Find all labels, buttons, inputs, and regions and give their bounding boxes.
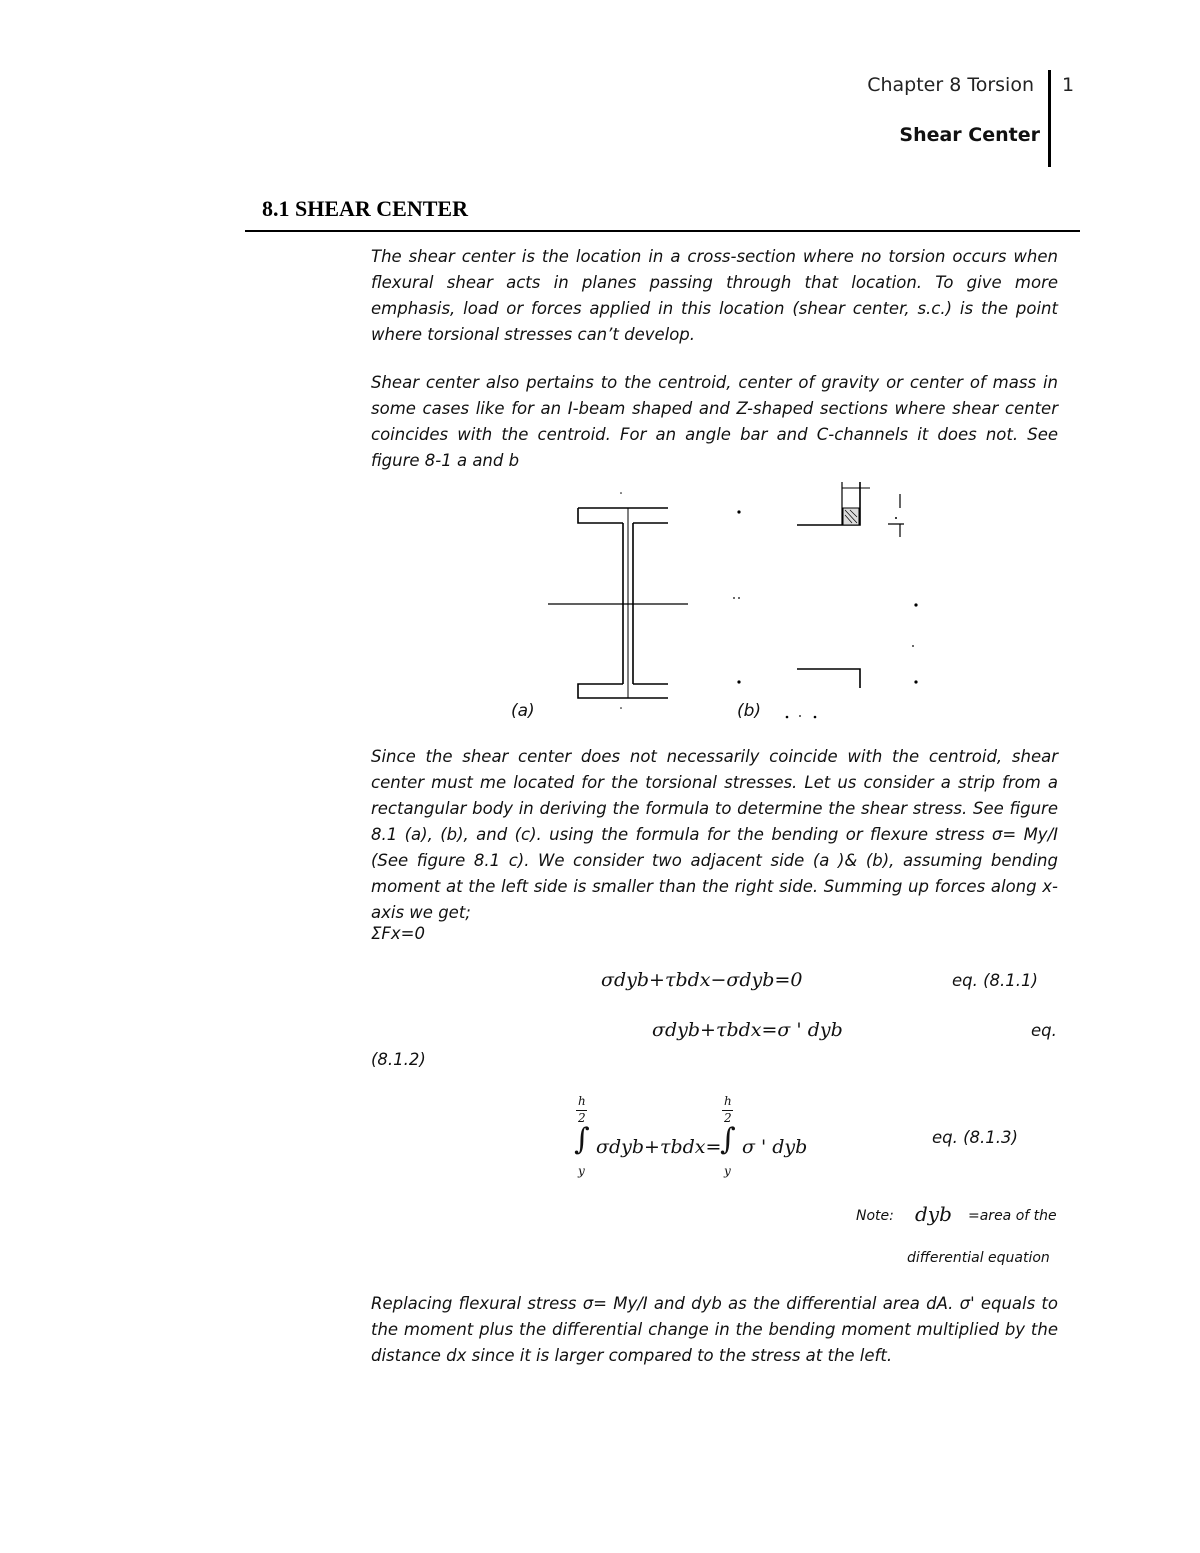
equation-8-1-1: σdyb+τbdx−σdyb=0 — [601, 969, 803, 991]
page-number: 1 — [1062, 74, 1075, 96]
equation-label-8-1-3: eq. (8.1.3) — [932, 1128, 1018, 1147]
paragraph-centroid: Shear center also pertains to the centroid, center of gravity or center of mass in some cases like for an I-beam shaped and Z-shaped sections where shear center coincides with the centroid. For an angle bar and C-channels it does not. See figure 8-1 a and b — [371, 373, 1058, 470]
integral-sign-left: ∫ — [574, 1122, 590, 1157]
integral-right-upper-denom: 2 — [724, 1111, 732, 1125]
i-beam-figure — [548, 508, 688, 698]
channel-figure — [797, 482, 904, 688]
equation-label-8-1-2-prefix: eq. — [1031, 1021, 1057, 1040]
integral-left-lower-limit: y — [578, 1164, 585, 1178]
header-section-name: Shear Center — [899, 124, 1040, 146]
note-line-2: differential equation — [907, 1250, 1050, 1266]
figure-label-b: (b) — [737, 701, 762, 721]
equation-8-1-3-integrand: σdyb+τbdx= — [596, 1136, 722, 1158]
equation-8-1-2: σdyb+τbdx=σ ' dyb — [652, 1019, 843, 1041]
integral-right-lower-limit: y — [724, 1164, 731, 1178]
equation-label-8-1-2-number: (8.1.2) — [371, 1050, 426, 1069]
paragraph-definition: The shear center is the location in a cross-section where no torsion occurs when flexural shear acts in planes passing through that location. To give more emphasis, load or forces applied in this location (shear center, s.c.) is the point where torsional stresses can’t develop. — [371, 247, 1058, 344]
integral-left-upper-denom: 2 — [578, 1111, 586, 1125]
note-term: dyb — [915, 1202, 952, 1226]
paragraph-replacing: Replacing flexural stress σ= My/I and dyb as the differential area dA. σ' equals to the moment plus the differential change in the bending moment multiplied by the distance dx since it is larger compared to the stress at the left. — [371, 1294, 1058, 1365]
integral-left-upper-limit: h — [578, 1094, 586, 1108]
integral-sign-right: ∫ — [720, 1122, 736, 1157]
section-title: 8.1 SHEAR CENTER — [262, 196, 468, 221]
equation-8-1-3-rhs: σ ' dyb — [742, 1136, 808, 1158]
paragraph-derivation: Since the shear center does not necessarily coincide with the centroid, shear center must me located for the torsional stresses. Let us consider a strip from a rectangular body in deriving the formula to determine the shear stress. See figure 8.1 (a), (b), and (c). using the formula for the bending or flexure stress σ= My/I (See figure 8.1 c). We consider two adjacent side (a )& (b), assuming bending moment at the left side is smaller than the right side. Summing up forces along x-axis we get; — [371, 747, 1058, 922]
equation-label-8-1-1: eq. (8.1.1) — [952, 971, 1038, 990]
integral-right-upper-limit: h — [724, 1094, 732, 1108]
figure-label-a: (a) — [511, 701, 535, 721]
note-prefix: Note: — [856, 1208, 894, 1224]
note-suffix: =area of the — [968, 1208, 1057, 1224]
header-chapter: Chapter 8 Torsion — [867, 74, 1034, 96]
sum-forces: ΣFx=0 — [371, 924, 426, 943]
